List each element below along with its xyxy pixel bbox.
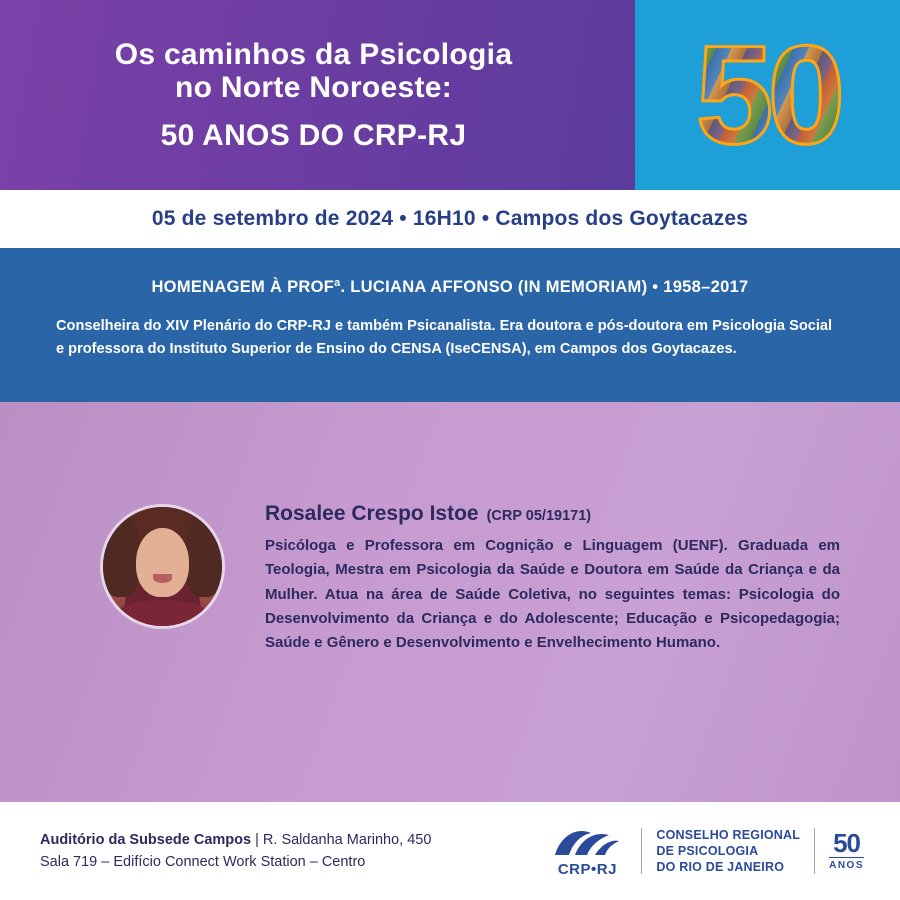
avatar [100, 504, 225, 629]
event-title-line-3: 50 ANOS DO CRP-RJ [160, 118, 467, 152]
venue-info [40, 829, 431, 874]
venue-line-1 [40, 829, 431, 851]
venue-name: Auditório da Subsede Campos [40, 831, 252, 848]
event-title-area [0, 0, 635, 190]
anniversary-number: 50 [695, 16, 840, 173]
council-name-line-3: DO RIO DE JANEIRO [656, 860, 785, 874]
homage-description: Conselheira do XIV Plenário do CRP-RJ e também Psicanalista. Era doutora e pós-doutora em Psicologia Social e professora do Instituto Superior de Ensino do CENSA (IseCENSA), em Campos dos Goytacazes. [56, 318, 833, 357]
venue-address: | R. Saldanha Marinho, 450 [251, 831, 432, 848]
date-bar [0, 190, 900, 248]
event-title-line-1: Os caminhos da Psicologia [114, 37, 513, 71]
council-name-line-1: CONSELHO REGIONAL [656, 828, 801, 842]
speaker-name: Rosalee Crespo Istoe [265, 502, 479, 525]
avatar-hair-right [184, 514, 224, 597]
event-datetime-location: 05 de setembro de 2024 • 16H10 • Campos dos Goytacazes [151, 207, 749, 230]
crp-logo [547, 825, 627, 878]
footer-divider-2 [814, 828, 815, 874]
speaker-section [0, 402, 900, 802]
anniversary-photo-collage-icon [635, 0, 900, 190]
crp-bird-icon [551, 825, 623, 859]
council-name-line-2: DE PSICOLOGIA [656, 844, 759, 858]
footer-logos [547, 825, 864, 878]
anos-badge [829, 827, 864, 872]
speaker-registration: (CRP 05/19171) [486, 508, 592, 524]
crp-logo-text: CRP•RJ [557, 860, 617, 878]
homage-title: HOMENAGEM À PROFª. LUCIANA AFFONSO (IN MEMORIAM) • 1958–2017 [151, 278, 749, 296]
speaker-text-block [265, 502, 840, 655]
homage-band [0, 248, 900, 402]
anos-number: 50 [833, 827, 860, 858]
venue-line-2: Sala 719 – Edifício Connect Work Station – Centro [40, 854, 366, 870]
speaker-bio: Psicóloga e Professora em Cognição e Linguagem (UENF). Graduada em Teologia, Mestra em Psicologia da Saúde e Doutora em Saúde da Criança e da Mulher. Atua na área de Saúde Coletiva, no seguintes temas: Psicologia do Desenvolvimento da Criança e do Adolescente; Educação e Psicopedagogia; Saúde e Gênero e Desenvolvimento e Envelhecimento Humano. [265, 537, 840, 652]
council-name [656, 827, 800, 875]
event-title-line-2: no Norte Noroeste: [174, 71, 453, 105]
footer [0, 802, 900, 900]
anos-label: ANOS [829, 857, 864, 871]
anniversary-logo-area [635, 0, 900, 190]
top-banner [0, 0, 900, 190]
speaker-name-row [265, 502, 840, 526]
footer-divider-1 [641, 828, 642, 874]
avatar-hair-left [101, 514, 141, 597]
avatar-face-shape [136, 528, 188, 597]
avatar-shoulders [115, 600, 210, 629]
